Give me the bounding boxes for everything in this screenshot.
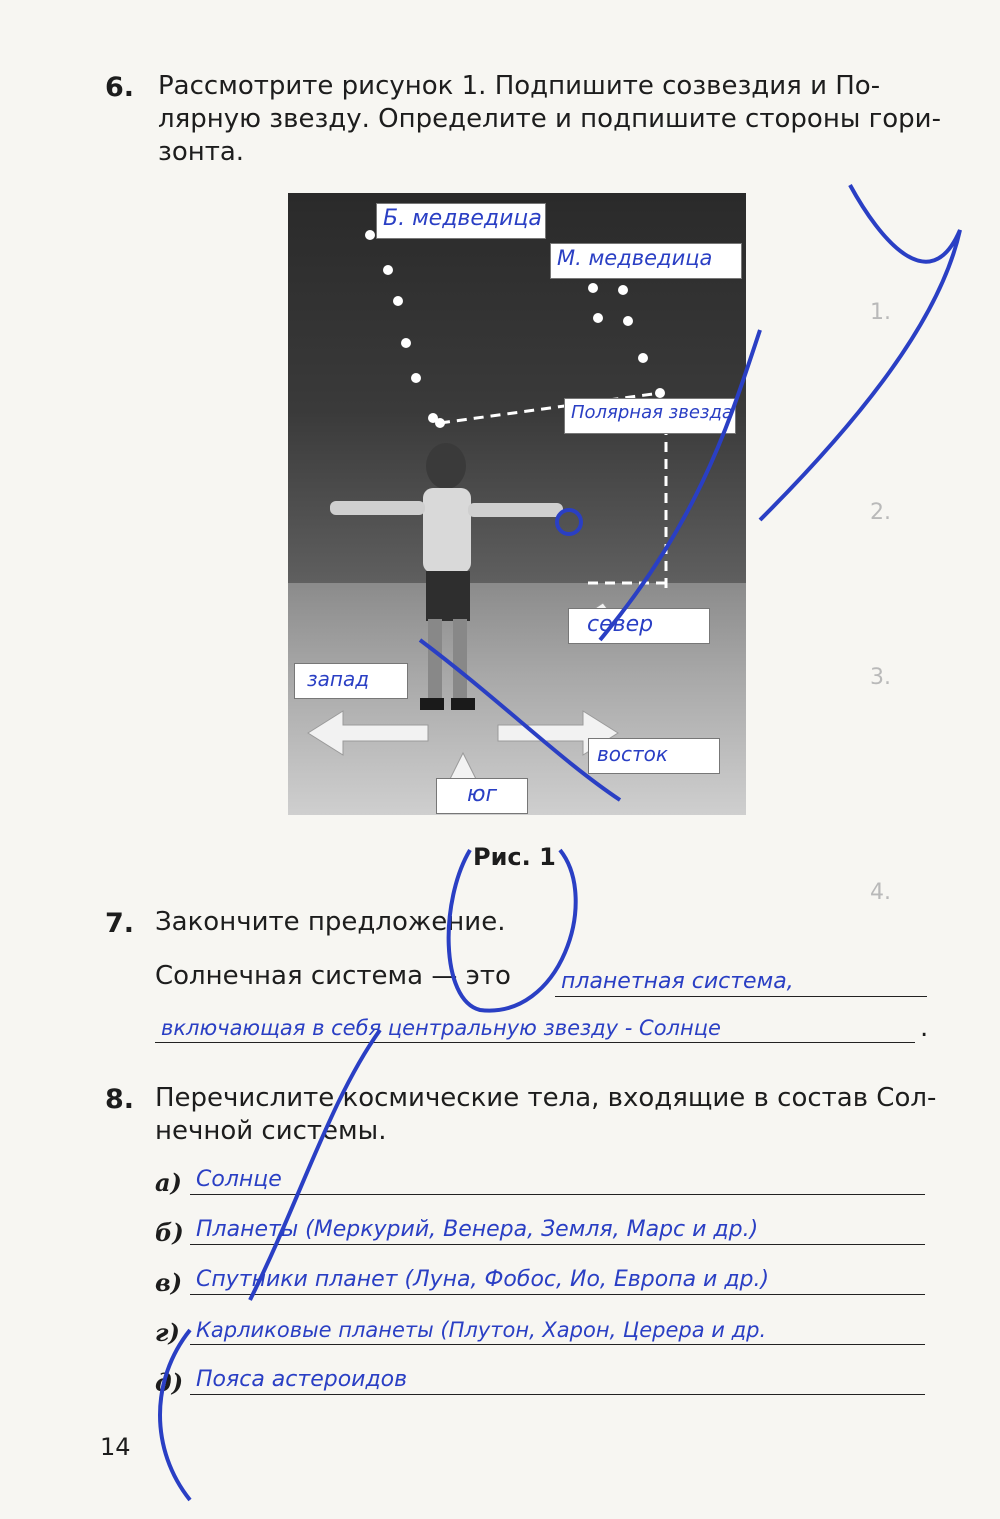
east-label: восток xyxy=(597,742,668,766)
task7-answer-line-1 xyxy=(555,962,927,997)
check-mark-stroke xyxy=(760,185,960,520)
task7-answer-line-2 xyxy=(155,1008,915,1043)
bleed-through-text: 2. xyxy=(870,500,891,525)
west-label: запад xyxy=(307,667,370,691)
task8-item-letter: г) xyxy=(155,1318,180,1347)
task6-line: Рассмотрите рисунок 1. Подпишите созвездия и По- xyxy=(158,71,881,101)
figure-caption: Рис. 1 xyxy=(473,843,556,871)
task8-item-letter: а) xyxy=(155,1168,182,1197)
bleed-through-text: 3. xyxy=(870,665,891,690)
star xyxy=(401,338,411,348)
page-number: 14 xyxy=(100,1433,131,1461)
task8-number: 8. xyxy=(105,1084,135,1115)
task7-end-mark: . xyxy=(920,1013,929,1043)
label-box-polaris xyxy=(564,398,736,434)
task8-line: нечной системы. xyxy=(155,1116,387,1146)
task6-line: лярную звезду. Определите и подпишите стороны гори- xyxy=(158,104,941,134)
task8-item-letter: б) xyxy=(155,1218,184,1247)
task8-answer: Планеты (Меркурий, Венера, Земля, Марс и др.) xyxy=(196,1217,759,1242)
bleed-through-text: 1. xyxy=(870,300,891,325)
star xyxy=(593,313,603,323)
constellation-figure xyxy=(288,193,746,815)
star xyxy=(638,353,648,363)
bleed-through-text: 4. xyxy=(870,880,891,905)
south-label: юг xyxy=(467,782,498,807)
star xyxy=(365,230,375,240)
task8-item-letter: в) xyxy=(155,1268,183,1297)
big-dipper-label: Б. медведица xyxy=(383,206,542,231)
task8-answer-line xyxy=(190,1260,925,1295)
task8-answer: Пояса астероидов xyxy=(196,1367,408,1392)
star xyxy=(588,283,598,293)
label-box-south xyxy=(436,778,528,814)
task7-number: 7. xyxy=(105,908,135,939)
task7-answer-2: включающая в себя центральную звезду - Солнце xyxy=(161,1016,721,1040)
figure-drawing xyxy=(288,193,746,815)
label-box-east xyxy=(588,738,720,774)
star xyxy=(393,296,403,306)
task8-answer-line xyxy=(190,1310,925,1345)
star xyxy=(623,316,633,326)
task8-answer: Спутники планет (Луна, Фобос, Ио, Европа и др.) xyxy=(196,1267,770,1292)
polaris-label: Полярная звезда xyxy=(571,402,733,423)
task6-text xyxy=(158,70,948,169)
task8-answer-line xyxy=(190,1360,925,1395)
task6-number: 6. xyxy=(105,72,135,103)
little-dipper-label: М. медведица xyxy=(557,246,713,270)
star xyxy=(383,265,393,275)
task7-prompt: Закончите предложение. xyxy=(155,907,506,937)
check-mark-stroke xyxy=(160,1330,190,1500)
label-box-big-dipper xyxy=(376,203,546,239)
star xyxy=(618,285,628,295)
task8-answer-line xyxy=(190,1210,925,1245)
big-dipper-stars xyxy=(365,230,445,428)
star xyxy=(411,373,421,383)
label-box-west xyxy=(294,663,408,699)
task8-line: Перечислите космические тела, входящие в состав Сол- xyxy=(155,1083,937,1113)
task8-answer: Карликовые планеты (Плутон, Харон, Церера и др. xyxy=(196,1318,767,1342)
north-label: север xyxy=(587,612,654,637)
task7-sentence-start: Солнечная система — это xyxy=(155,961,511,991)
task8-text xyxy=(155,1082,945,1148)
task7-answer-1: планетная система, xyxy=(561,969,794,994)
task8-answer-line xyxy=(190,1160,925,1195)
task8-answer: Солнце xyxy=(196,1167,282,1192)
label-box-north xyxy=(568,608,710,644)
label-box-little-dipper xyxy=(550,243,742,279)
task8-item-letter: д) xyxy=(155,1368,184,1397)
task6-line: зонта. xyxy=(158,137,245,167)
